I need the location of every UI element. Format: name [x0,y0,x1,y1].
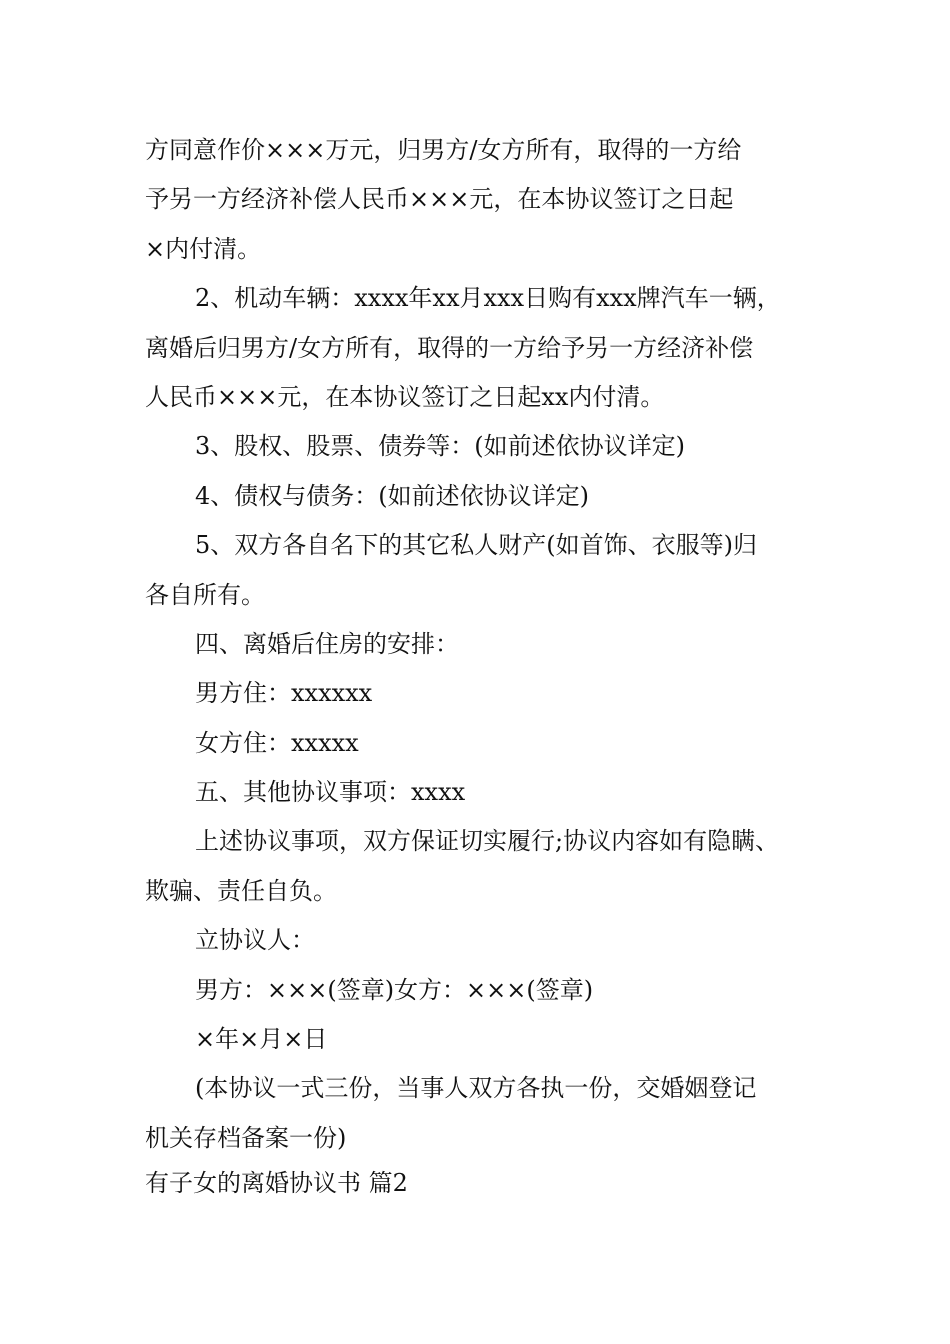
date-line: ×年×月×日 [195,1025,328,1054]
copies-note: (本协议一式三份，当事人双方各执一份，交婚姻登记 [195,1074,757,1103]
text-line: 方同意作价×××万元，归男方/女方所有，取得的一方给 [145,136,742,164]
clause-personal-property: 5、双方各自名下的其它私人财产(如首饰、衣服等)归 [195,531,757,560]
female-residence: 女方住：xxxxx [195,728,359,757]
document-body [145,126,815,1203]
guarantee-statement: 上述协议事项，双方保证切实履行;协议内容如有隐瞒、 [195,827,780,856]
section-housing: 四、离婚后住房的安排： [195,629,459,658]
text-line: 机关存档备案一份) [145,1123,347,1152]
clause-equity: 3、股权、股票、债券等：(如前述依协议详定) [195,432,685,461]
text-line: ×内付清。 [145,234,262,263]
clause-vehicle: 2、机动车辆：xxxx年xx月xxx日购有xxx牌汽车一辆， [195,284,781,313]
text-line: 离婚后归男方/女方所有，取得的一方给予另一方经济补偿 [145,333,754,362]
section-other-matters: 五、其他协议事项：xxxx [195,778,466,807]
signatories-label: 立协议人： [195,926,315,955]
text-line: 予另一方经济补偿人民币×××元，在本协议签订之日起 [145,185,734,214]
section-heading: 有子女的离婚协议书 篇2 [145,1169,408,1198]
male-residence: 男方住：xxxxxx [195,679,373,708]
text-line: 人民币×××元，在本协议签订之日起xx内付清。 [145,382,665,411]
text-line: 欺骗、责任自负。 [145,876,337,905]
clause-debts: 4、债权与债务：(如前述依协议详定) [195,481,589,510]
signature-line: 男方：×××(签章)女方：×××(签章) [195,975,594,1004]
text-line: 各自所有。 [145,580,265,609]
